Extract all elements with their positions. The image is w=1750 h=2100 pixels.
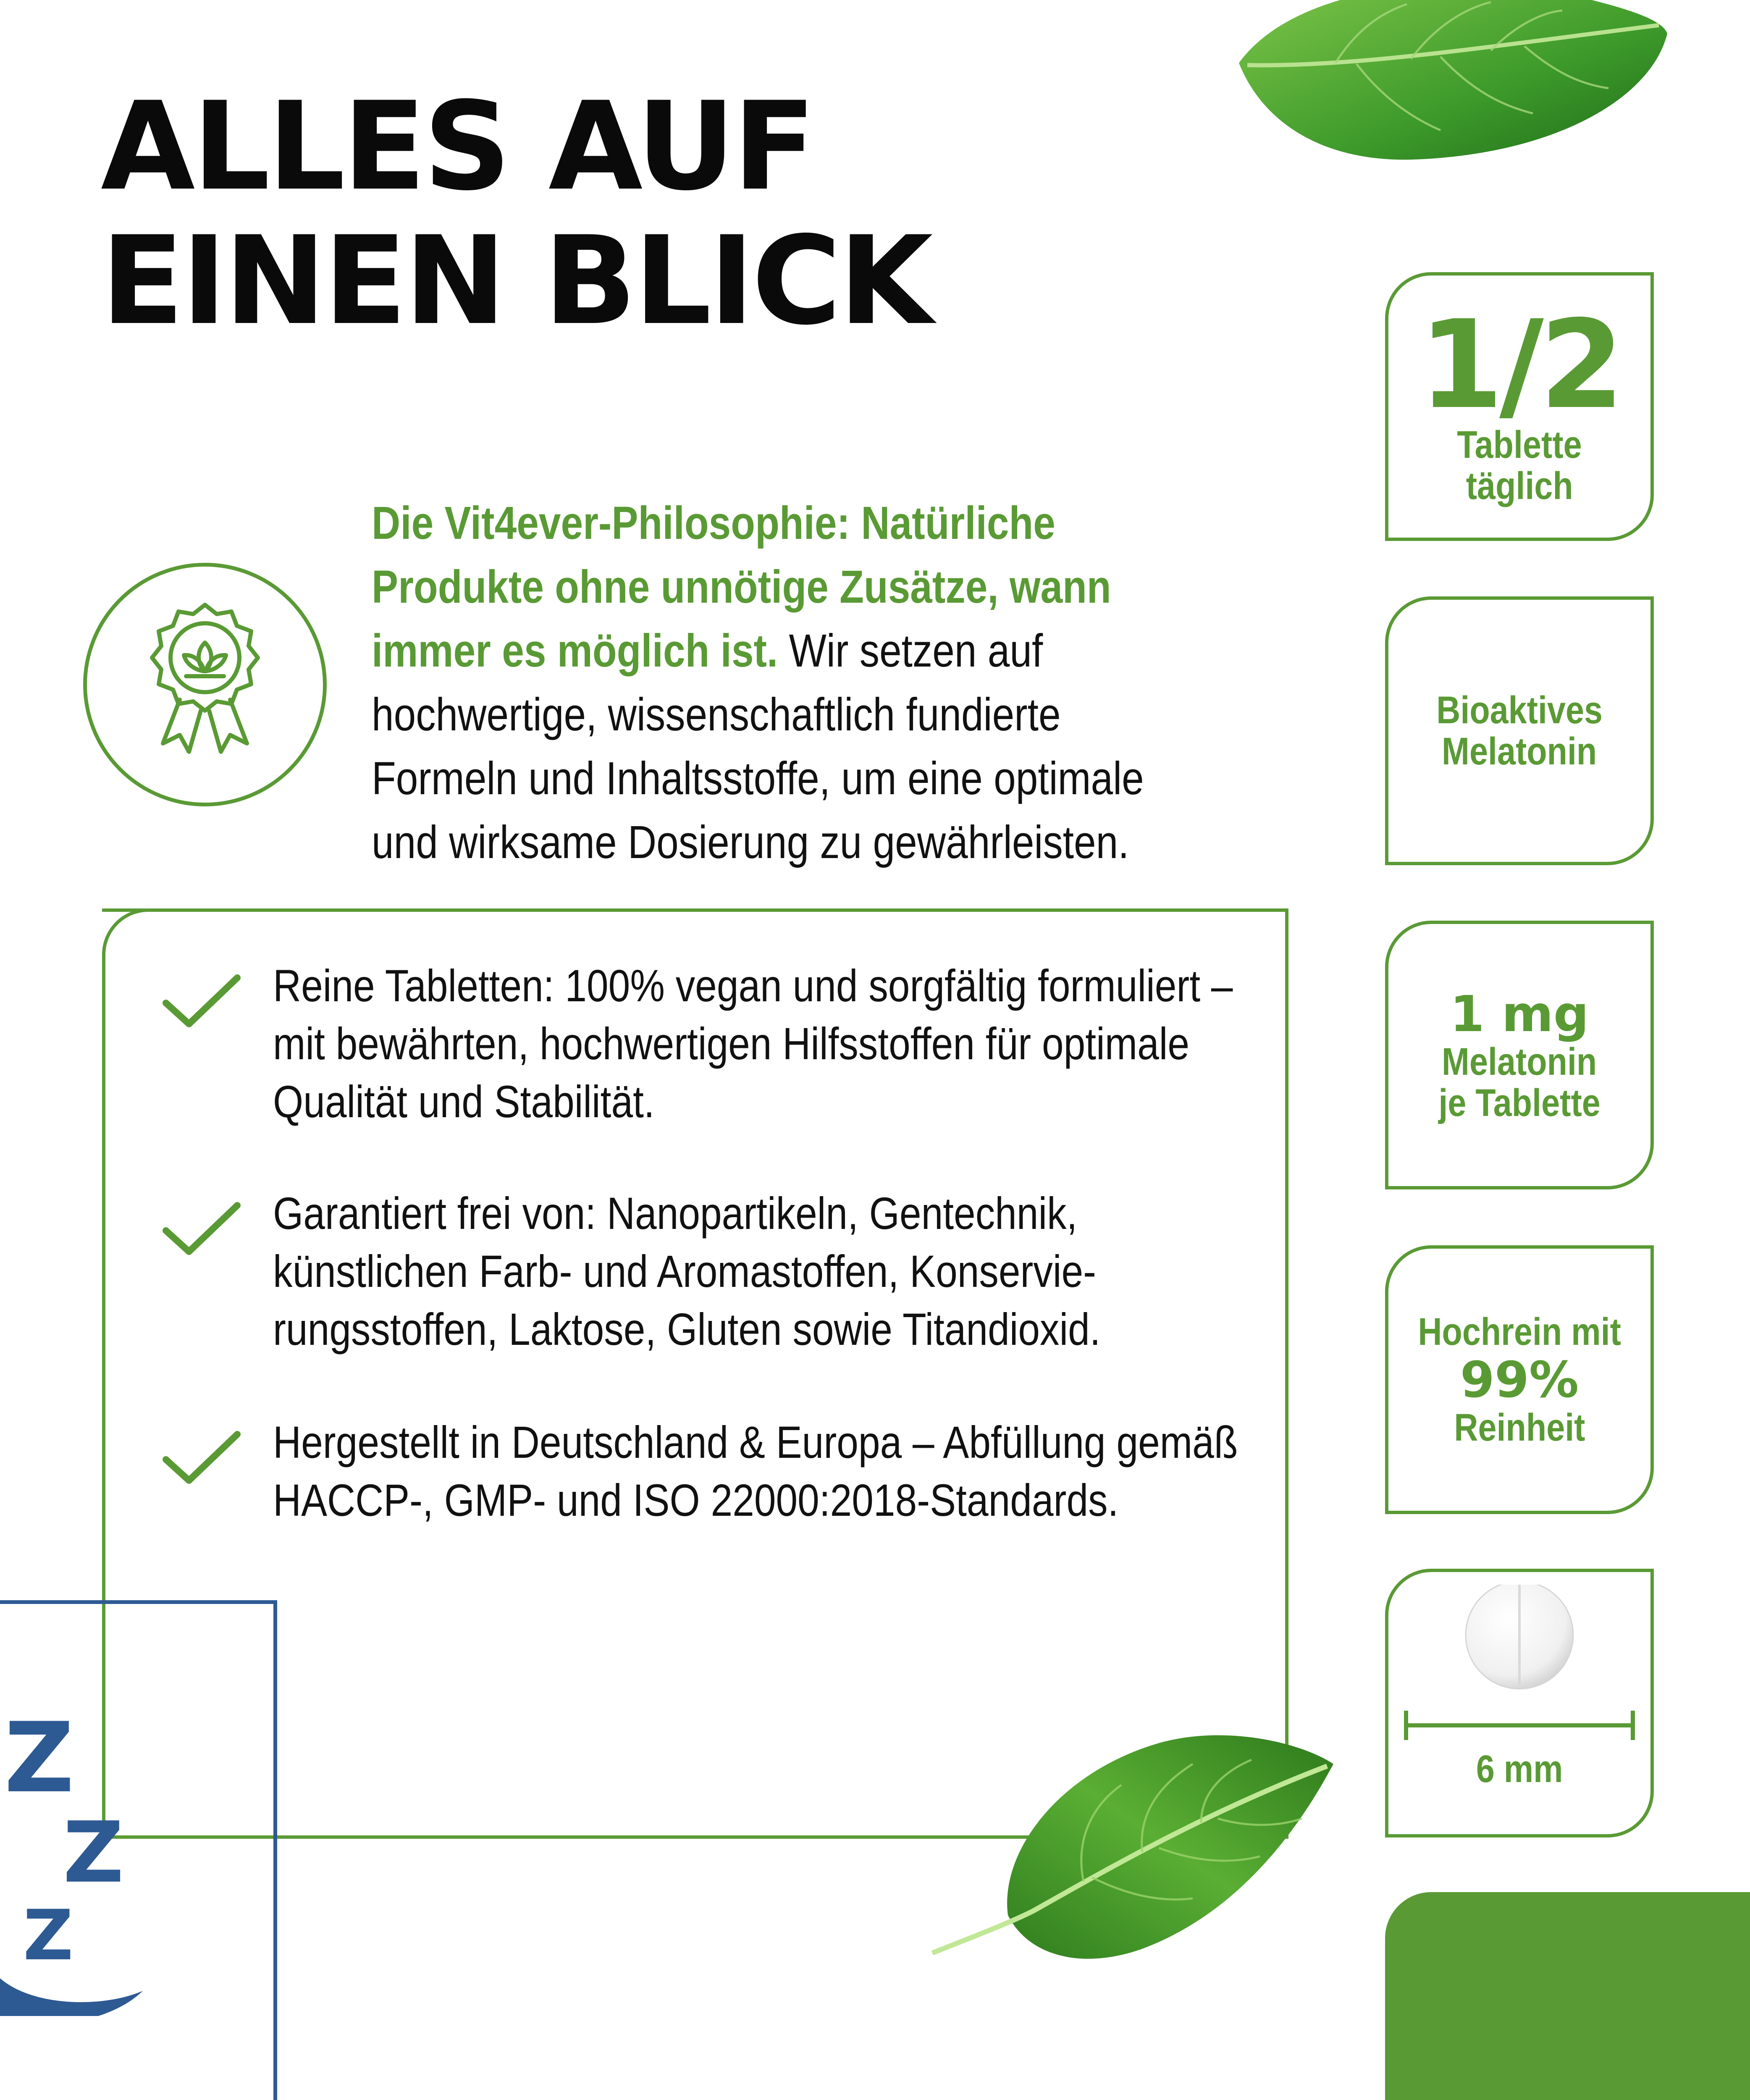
sleep-z-2: Z [63,1804,124,1902]
feature-text-2: Garantiert frei von: Nanopartikeln, Gentechnik, künstlichen Farb- und Aromastoffen, Konservie-rungsstoffen, Laktose, Gluten sowie Titandioxid. [273,1188,1101,1354]
award-rosette-icon [134,596,276,764]
feature-text-3: Hergestellt in Deutschland & Europa – Abfüllung gemäß HACCP-, GMP- und ISO 22000:2018-Standards. [273,1417,1238,1525]
check-icon [160,1426,244,1489]
moon-icon [0,1978,143,2016]
sleep-z-3: Z [23,1895,73,1976]
purity-line-2: Reinheit [1454,1406,1585,1449]
title-line-2: EINEN BLICK [101,210,931,352]
card-amount [1385,921,1654,1189]
card-bioactive [1385,596,1654,865]
leaf-image-bottom [924,1714,1335,1982]
leaf-image-top [1231,0,1667,168]
green-accent-block [1385,1892,1750,2100]
card-size [1385,1569,1654,1838]
check-icon [160,1197,244,1260]
title-line-1: ALLES AUF [101,76,814,218]
card-dose [1385,272,1654,541]
amount-line-1: Melatonin [1442,1040,1597,1083]
sleep-z-1: Z [4,1714,74,1814]
size-measure-icon [1406,1711,1633,1740]
purity-line-1: Hochrein mit [1418,1310,1621,1353]
check-icon [160,969,244,1032]
purity-value: 99% [1460,1351,1579,1409]
feature-text-1: Reine Tabletten: 100% vegan und sorgfältig formuliert – mit bewährten, hochwertigen Hilfsstoffen für optimale Qualität und Stabilität. [273,960,1233,1127]
sleep-zzz-icon [0,1714,151,2016]
dose-line-2: täglich [1466,465,1573,507]
size-label: 6 mm [1476,1748,1563,1790]
amount-line-2: je Tablette [1438,1082,1600,1124]
dose-line-1: Tablette [1457,423,1582,466]
philosophy-body: Wir setzen auf hochwertige, wissenschaftlich fundierte Formeln und Inhaltsstoffe, um eine optimale und wirksame Dosierung zu gewährleisten. [372,625,1144,868]
bioactive-line-2: Melatonin [1442,730,1597,773]
philosophy-text [372,491,1188,874]
tablet-image [1402,1585,1637,1753]
bioactive-line-1: Bioaktives [1436,689,1603,732]
card-purity [1385,1245,1654,1514]
philosophy-accent: Die Vit4ever-Philosophie: Natürliche Produkte ohne unnötige Zusätze, wann immer es möglich ist. [372,497,1111,677]
page-title [101,76,931,352]
amount-value: 1 mg [1450,985,1589,1043]
dose-value: 1/2 [1419,294,1620,436]
